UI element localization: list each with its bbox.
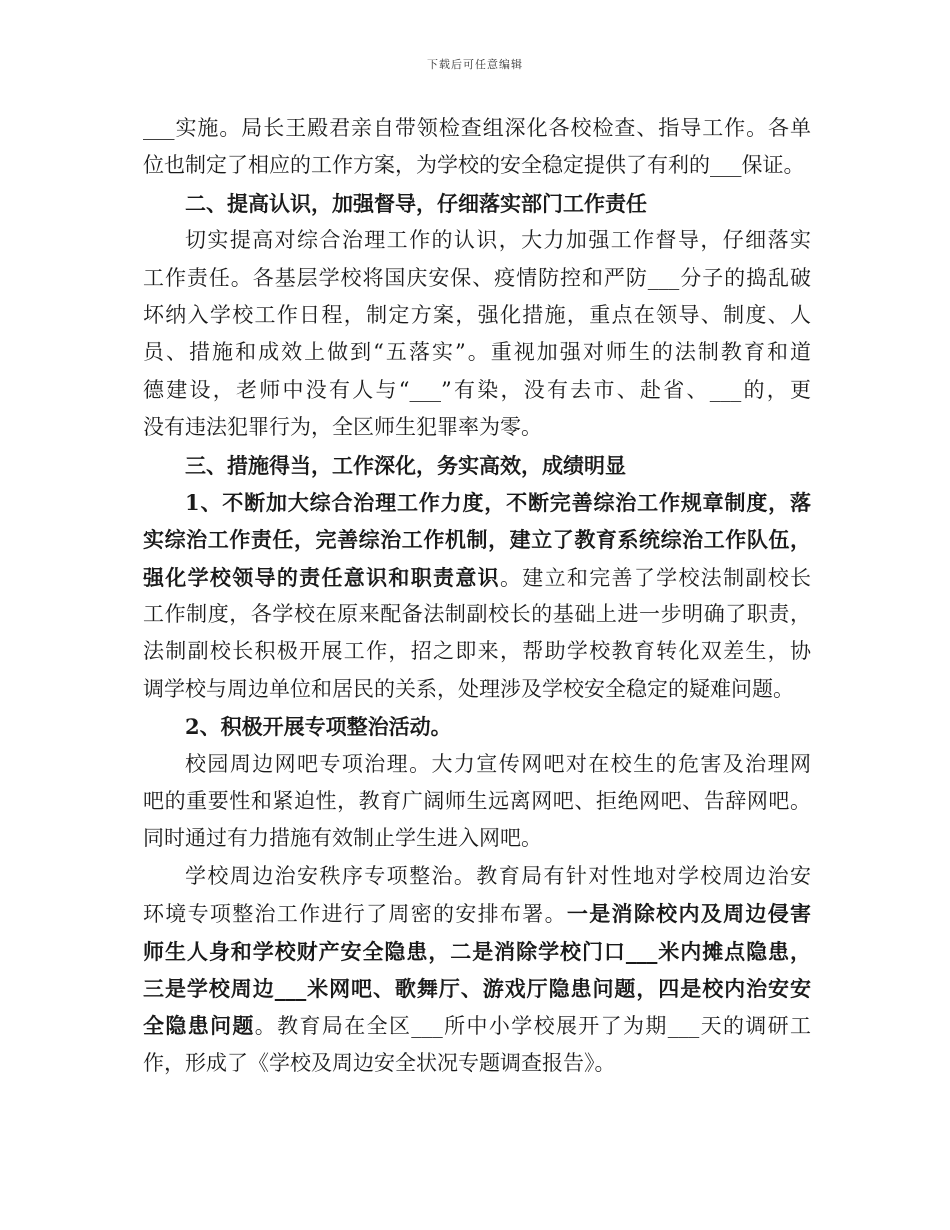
- text-segment: 学校周边治安秩序专项整治。教育局有针对性地对学校周边治安: [185, 863, 811, 888]
- text-line: [143, 147, 811, 184]
- bold-text-segment: 全隐患问题: [143, 1013, 255, 1039]
- text-line: [143, 933, 811, 970]
- text-segment: 工作制度，各学校在原来配备法制副校长的基础上进一步明确了职责，: [143, 602, 811, 627]
- document-body: [143, 110, 811, 1082]
- bold-text-segment: 二、提高认识，加强督导，仔细落实部门工作责任: [185, 190, 647, 216]
- text-line: [143, 409, 811, 446]
- text-line: [143, 895, 811, 932]
- text-line: [143, 110, 811, 147]
- text-segment: 没有违法犯罪行为，全区师生犯罪率为零。: [143, 415, 542, 440]
- text-line: [143, 559, 811, 596]
- text-line: [143, 372, 811, 409]
- text-line: [143, 783, 811, 820]
- page-header: 下载后可任意编辑: [427, 58, 523, 71]
- bold-text-segment: 三是学校周边___米网吧、歌舞厅、游戏厅隐患问题，四是校内治安安: [143, 975, 811, 1001]
- text-segment: 。教育局在全区___所中小学校展开了为期___天的调研工: [254, 1014, 812, 1039]
- text-line: [143, 633, 811, 670]
- text-segment: 作，形成了《学校及周边安全状况专题调查报告》。: [143, 1050, 616, 1075]
- bold-text-segment: 实综治工作责任，完善综治工作机制，建立了教育系统综治工作队伍，: [143, 527, 811, 553]
- text-line: [143, 596, 811, 633]
- text-segment: 德建设，老师中没有人与“___”有染，没有去市、赴省、___的，更: [143, 377, 811, 402]
- text-line: [143, 746, 811, 783]
- text-segment: 员、措施和成效上做到“五落实”。重视加强对师生的法制教育和道: [143, 340, 811, 365]
- text-line: [143, 671, 811, 708]
- bold-text-segment: 一是消除校内及周边侵害: [566, 901, 812, 927]
- text-segment: 切实提高对综合治理工作的认识，大力加强工作督导，仔细落实: [185, 228, 811, 253]
- text-segment: 位也制定了相应的工作方案，为学校的安全稳定提供了有利的___保证。: [143, 153, 805, 178]
- text-segment: 坏纳入学校工作日程，制定方案，强化措施，重点在领导、制度、人: [143, 302, 811, 327]
- text-line: [143, 1045, 811, 1082]
- text-line: [143, 708, 811, 745]
- text-line: [143, 260, 811, 297]
- text-line: [143, 858, 811, 895]
- text-segment: 环境专项整治工作进行了周密的安排布署。: [143, 902, 567, 927]
- text-line: [143, 1007, 811, 1044]
- text-segment: ___实施。局长王殿君亲自带领检查组深化各校检查、指导工作。各单: [143, 116, 811, 140]
- text-line: [143, 521, 811, 558]
- bold-text-segment: 师生人身和学校财产安全隐患，二是消除学校门口___米内摊点隐患，: [143, 938, 811, 964]
- text-segment: 同时通过有力措施有效制止学生进入网吧。: [143, 826, 542, 851]
- text-segment: 吧的重要性和紧迫性，教育广阔师生远离网吧、拒绝网吧、告辞网吧。: [143, 789, 811, 814]
- text-segment: 校园周边网吧专项治理。大力宣传网吧对在校生的危害及治理网: [185, 751, 811, 776]
- text-line: [143, 334, 811, 371]
- bold-text-segment: 强化学校领导的责任意识和职责意识: [143, 564, 500, 590]
- text-line: [143, 222, 811, 259]
- bold-text-segment: 1、不断加大综合治理工作力度，不断完善综治工作规章制度，落: [185, 489, 811, 515]
- text-segment: 法制副校长积极开展工作，招之即来，帮助学校教育转化双差生，协: [143, 639, 811, 664]
- text-line: [143, 820, 811, 857]
- text-segment: 。建立和完善了学校法制副校长: [499, 565, 812, 590]
- bold-text-segment: 三、措施得当，工作深化，务实高效，成绩明显: [185, 452, 626, 478]
- text-line: [143, 185, 811, 222]
- text-segment: 工作责任。各基层学校将国庆安保、疫情防控和严防___分子的捣乱破: [143, 265, 811, 290]
- text-line: [143, 297, 811, 334]
- text-line: [143, 484, 811, 521]
- text-line: [143, 970, 811, 1007]
- text-segment: 调学校与周边单位和居民的关系，处理涉及学校安全稳定的疑难问题。: [143, 676, 794, 701]
- text-line: [143, 447, 811, 484]
- bold-text-segment: 2、积极开展专项整治活动。: [185, 714, 452, 740]
